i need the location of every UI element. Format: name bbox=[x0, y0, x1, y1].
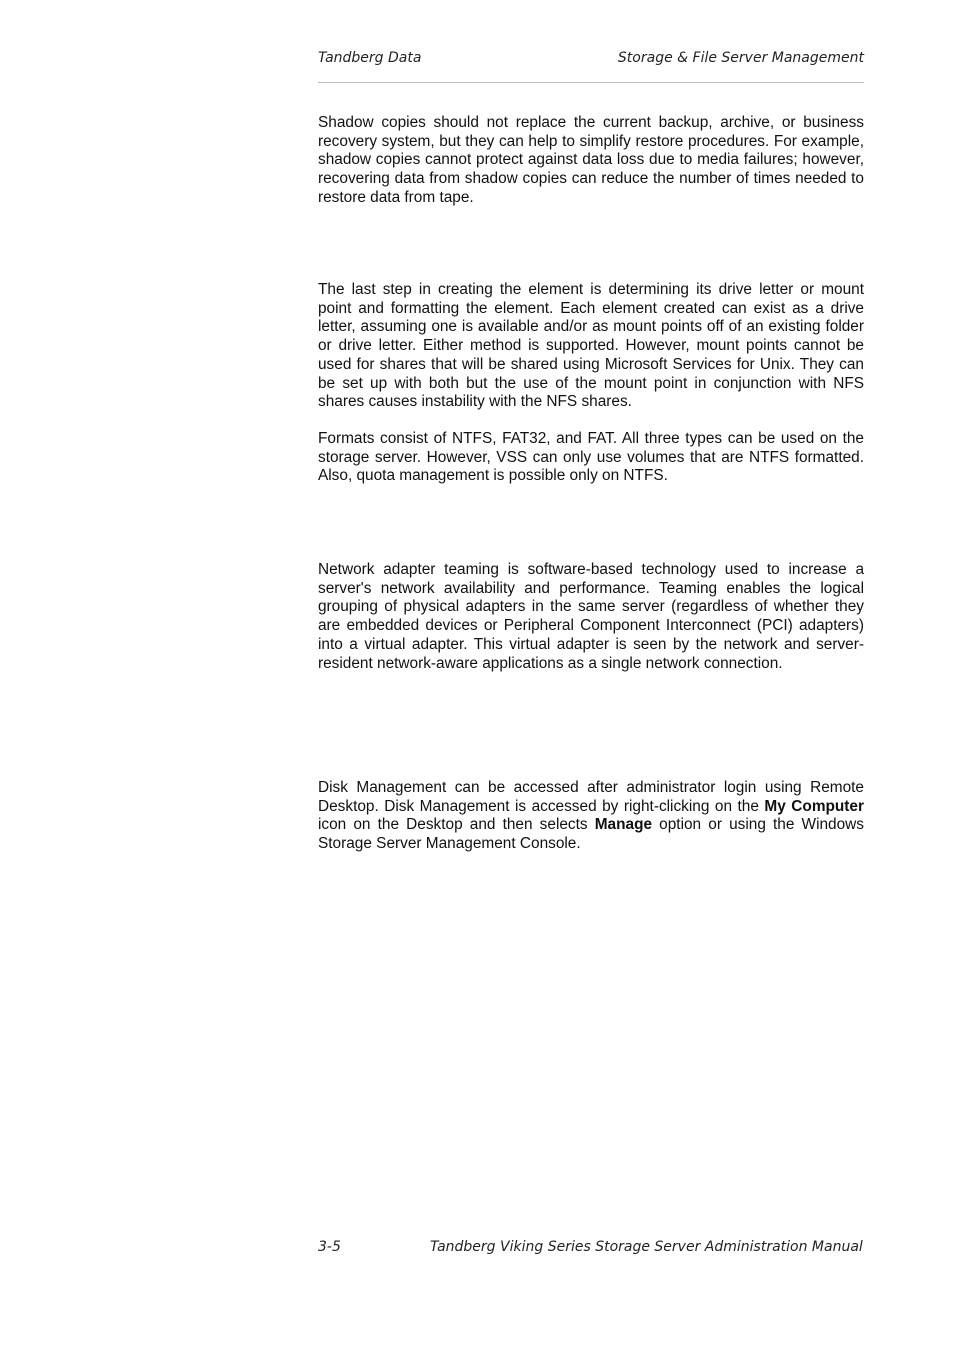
paragraph-shadow-copies: Shadow copies should not replace the current backup, archive, or business recovery system, but they can help to simplify restore procedures. For example, shadow copies cannot protect against data loss due to media failures; however, recovering data from shadow copies can reduce the number of times needed to restore data from tape. bbox=[318, 114, 864, 206]
header-divider bbox=[318, 82, 864, 83]
running-footer bbox=[318, 1239, 864, 1261]
footer-manual-title: Tandberg Viking Series Storage Server Administration Manual bbox=[430, 1239, 863, 1255]
paragraph-drive-letter-mount-point: The last step in creating the element is determining its drive letter or mount point and formatting the element. Each element created can exist as a drive letter, assuming one is available and/or as mount points off of an existing folder or drive letter. Either method is supported. However, mount points cannot be used for shares that will be shared using Microsoft Services for Unix. They can be set up with both but the use of the mount point in conjunction with NFS shares causes instability with the NFS shares. bbox=[318, 281, 864, 411]
disk-management-text-2: icon on the Desktop and then selects bbox=[318, 816, 595, 834]
header-section-title: Storage & File Server Management bbox=[617, 50, 864, 66]
running-header bbox=[318, 50, 864, 72]
disk-management-text-3: option or using the Windows Storage Server Management Console. bbox=[318, 816, 864, 853]
my-computer-term: My Computer bbox=[764, 797, 864, 815]
paragraph-disk-management bbox=[318, 779, 864, 854]
manage-term: Manage bbox=[594, 816, 653, 834]
paragraph-formats: Formats consist of NTFS, FAT32, and FAT. All three types can be used on the storage server. However, VSS can only use volumes that are NTFS formatted. Also, quota management is possible only on NTFS. bbox=[318, 430, 864, 485]
header-company: Tandberg Data bbox=[318, 50, 422, 66]
paragraph-network-adapter-teaming: Network adapter teaming is software-based technology used to increase a server's network availability and performance. Teaming enables the logical grouping of physical adapters in the same server (regardless of whether they are embedded devices or Peripheral Component Interconnect (PCI) adapters) into a virtual adapter. This virtual adapter is seen by the network and server-resident network-aware applications as a single network connection. bbox=[318, 561, 864, 672]
page-number: 3-5 bbox=[318, 1239, 341, 1255]
disk-management-text-1: Disk Management can be accessed after administrator login using Remote Desktop. Disk Management is accessed by right-clicking on the bbox=[318, 779, 864, 815]
